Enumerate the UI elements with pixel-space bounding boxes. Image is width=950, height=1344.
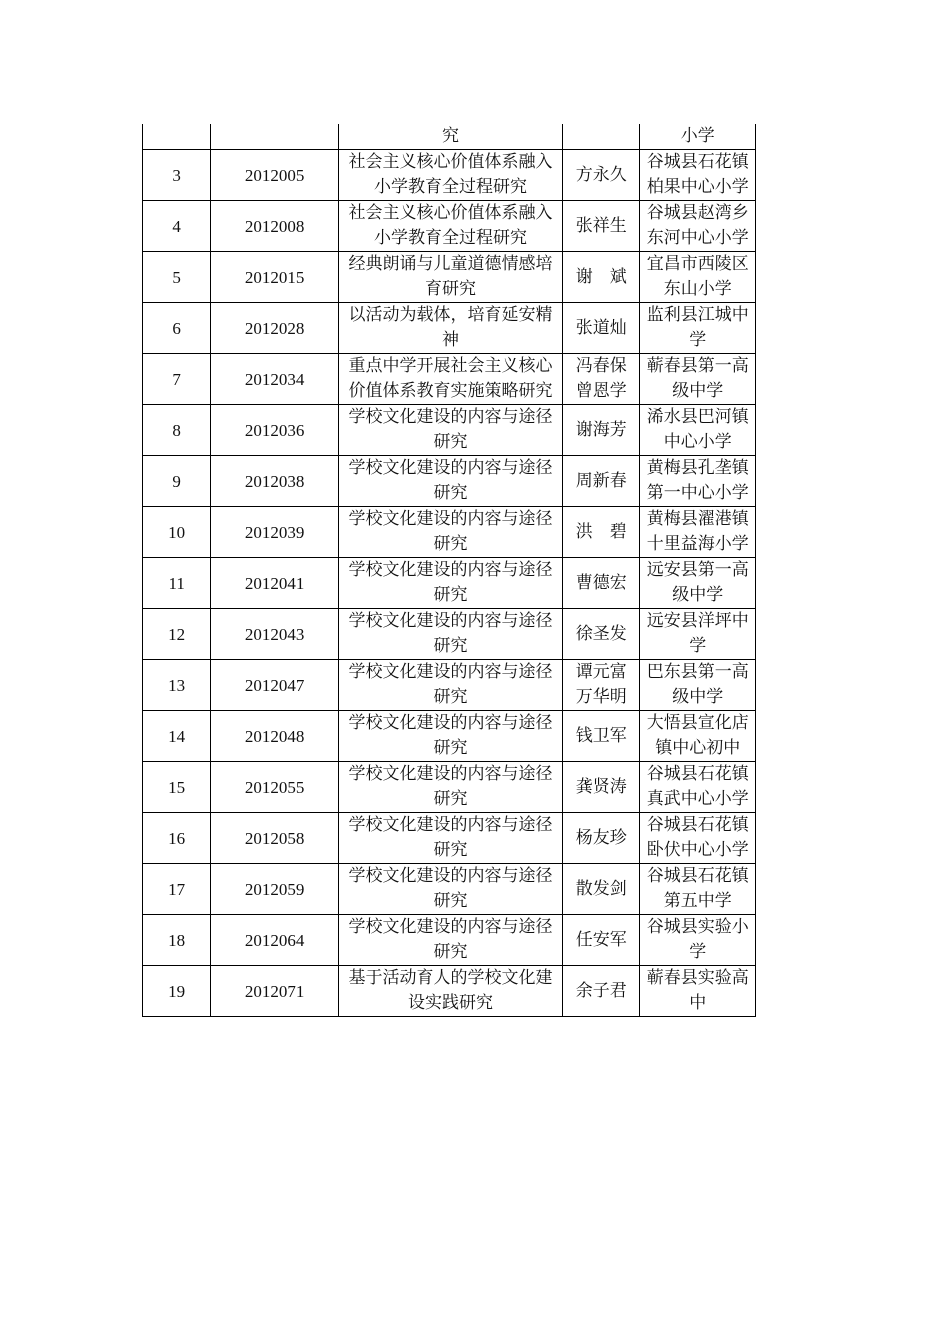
cell-project-id: 2012048 (211, 711, 339, 762)
cell-number: 3 (143, 150, 211, 201)
cell-project-title: 社会主义核心价值体系融入小学教育全过程研究 (338, 201, 562, 252)
cell-organization: 蕲春县第一高级中学 (640, 354, 756, 405)
cell-person: 杨友珍 (563, 813, 640, 864)
table-row (143, 660, 756, 711)
table-row (143, 915, 756, 966)
cell-organization: 远安县第一高级中学 (640, 558, 756, 609)
cell-project-title: 学校文化建设的内容与途径研究 (338, 864, 562, 915)
cell-person: 冯春保 曾恩学 (563, 354, 640, 405)
cell-person: 谭元富 万华明 (563, 660, 640, 711)
cell-project-title: 经典朗诵与儿童道德情感培育研究 (338, 252, 562, 303)
cell-organization: 谷城县石花镇卧伏中心小学 (640, 813, 756, 864)
cell-organization: 谷城县石花镇真武中心小学 (640, 762, 756, 813)
cell-person (563, 124, 640, 150)
cell-project-id (211, 124, 339, 150)
cell-number: 11 (143, 558, 211, 609)
cell-project-title: 究 (338, 124, 562, 150)
cell-person: 谢海芳 (563, 405, 640, 456)
cell-project-id: 2012041 (211, 558, 339, 609)
cell-person: 曹德宏 (563, 558, 640, 609)
cell-project-title: 学校文化建设的内容与途径研究 (338, 609, 562, 660)
cell-project-title: 学校文化建设的内容与途径研究 (338, 405, 562, 456)
cell-number: 15 (143, 762, 211, 813)
table-row (143, 252, 756, 303)
cell-number: 14 (143, 711, 211, 762)
cell-organization: 黄梅县孔垄镇第一中心小学 (640, 456, 756, 507)
table-row (143, 456, 756, 507)
cell-person: 龚贤涛 (563, 762, 640, 813)
cell-number: 7 (143, 354, 211, 405)
cell-person: 徐圣发 (563, 609, 640, 660)
cell-person: 散发剑 (563, 864, 640, 915)
cell-person: 钱卫军 (563, 711, 640, 762)
cell-project-id: 2012055 (211, 762, 339, 813)
cell-number (143, 124, 211, 150)
cell-organization: 监利县江城中学 (640, 303, 756, 354)
table-row (143, 813, 756, 864)
cell-project-id: 2012071 (211, 966, 339, 1017)
cell-organization: 谷城县石花镇第五中学 (640, 864, 756, 915)
cell-project-title: 学校文化建设的内容与途径研究 (338, 507, 562, 558)
cell-organization: 大悟县宣化店镇中心初中 (640, 711, 756, 762)
cell-person: 张道灿 (563, 303, 640, 354)
table-row (143, 558, 756, 609)
cell-number: 13 (143, 660, 211, 711)
cell-project-title: 学校文化建设的内容与途径研究 (338, 660, 562, 711)
table-body (143, 124, 756, 1017)
cell-number: 12 (143, 609, 211, 660)
cell-project-id: 2012038 (211, 456, 339, 507)
cell-number: 9 (143, 456, 211, 507)
cell-project-id: 2012064 (211, 915, 339, 966)
cell-project-title: 学校文化建设的内容与途径研究 (338, 762, 562, 813)
cell-project-id: 2012036 (211, 405, 339, 456)
cell-organization: 谷城县石花镇柏果中心小学 (640, 150, 756, 201)
cell-organization: 远安县洋坪中学 (640, 609, 756, 660)
table-row (143, 405, 756, 456)
cell-person: 洪 碧 (563, 507, 640, 558)
cell-project-id: 2012058 (211, 813, 339, 864)
cell-project-title: 学校文化建设的内容与途径研究 (338, 915, 562, 966)
table-row (143, 609, 756, 660)
table-row-continued (143, 124, 756, 150)
cell-number: 16 (143, 813, 211, 864)
cell-person: 谢 斌 (563, 252, 640, 303)
cell-number: 8 (143, 405, 211, 456)
table-row (143, 711, 756, 762)
cell-project-title: 基于活动育人的学校文化建设实践研究 (338, 966, 562, 1017)
cell-number: 6 (143, 303, 211, 354)
project-list-table (142, 124, 756, 1017)
cell-organization: 黄梅县濯港镇十里益海小学 (640, 507, 756, 558)
cell-number: 10 (143, 507, 211, 558)
table-row (143, 507, 756, 558)
cell-project-id: 2012043 (211, 609, 339, 660)
cell-organization: 巴东县第一高级中学 (640, 660, 756, 711)
cell-project-id: 2012059 (211, 864, 339, 915)
cell-number: 19 (143, 966, 211, 1017)
cell-project-id: 2012015 (211, 252, 339, 303)
cell-person: 周新春 (563, 456, 640, 507)
cell-project-title: 社会主义核心价值体系融入小学教育全过程研究 (338, 150, 562, 201)
cell-person: 任安军 (563, 915, 640, 966)
table-row (143, 303, 756, 354)
cell-project-id: 2012034 (211, 354, 339, 405)
cell-person: 余子君 (563, 966, 640, 1017)
cell-project-title: 学校文化建设的内容与途径研究 (338, 456, 562, 507)
cell-project-title: 学校文化建设的内容与途径研究 (338, 558, 562, 609)
cell-project-title: 重点中学开展社会主义核心价值体系教育实施策略研究 (338, 354, 562, 405)
cell-organization: 蕲春县实验高中 (640, 966, 756, 1017)
cell-number: 17 (143, 864, 211, 915)
cell-number: 18 (143, 915, 211, 966)
cell-person: 张祥生 (563, 201, 640, 252)
cell-project-id: 2012008 (211, 201, 339, 252)
cell-organization: 宜昌市西陵区东山小学 (640, 252, 756, 303)
table-row (143, 150, 756, 201)
cell-project-title: 学校文化建设的内容与途径研究 (338, 711, 562, 762)
table-row (143, 762, 756, 813)
cell-organization: 小学 (640, 124, 756, 150)
cell-project-id: 2012005 (211, 150, 339, 201)
cell-number: 5 (143, 252, 211, 303)
cell-organization: 谷城县实验小学 (640, 915, 756, 966)
cell-project-title: 以活动为载体，培育延安精神 (338, 303, 562, 354)
table-row (143, 966, 756, 1017)
cell-organization: 浠水县巴河镇中心小学 (640, 405, 756, 456)
cell-organization: 谷城县赵湾乡东河中心小学 (640, 201, 756, 252)
table-row (143, 201, 756, 252)
table-row (143, 354, 756, 405)
cell-person: 方永久 (563, 150, 640, 201)
cell-number: 4 (143, 201, 211, 252)
cell-project-id: 2012039 (211, 507, 339, 558)
cell-project-id: 2012028 (211, 303, 339, 354)
cell-project-id: 2012047 (211, 660, 339, 711)
cell-project-title: 学校文化建设的内容与途径研究 (338, 813, 562, 864)
table-row (143, 864, 756, 915)
